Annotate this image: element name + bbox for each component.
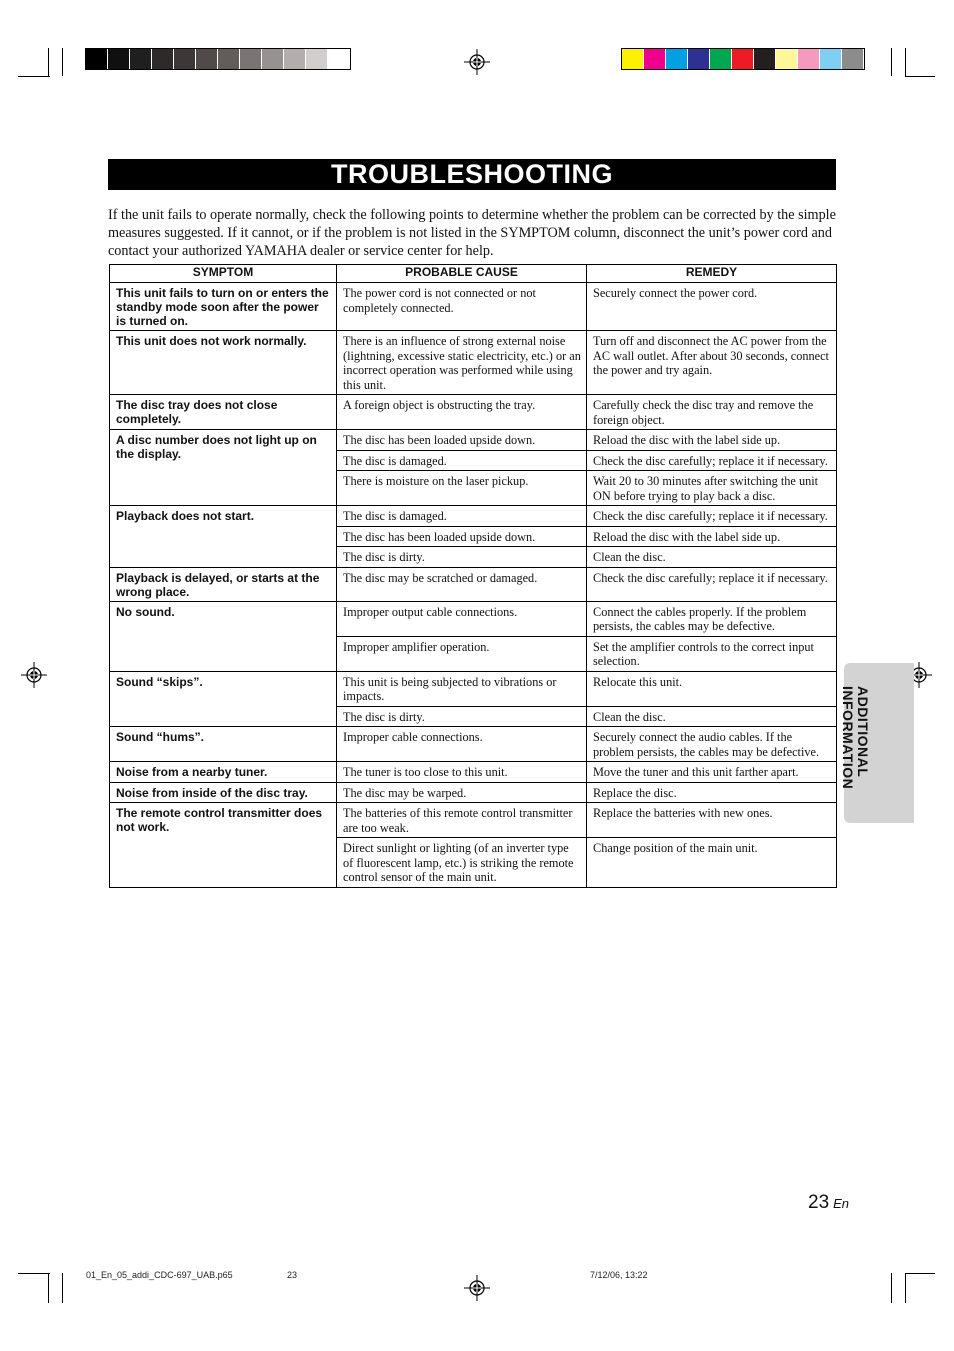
remedy-cell: Check the disc carefully; replace it if necessary.	[587, 506, 837, 527]
symptom-cell: No sound.	[110, 601, 337, 671]
probable-cause-cell: The disc has been loaded upside down.	[337, 526, 587, 547]
remedy-cell: Carefully check the disc tray and remove the foreign object.	[587, 395, 837, 430]
crop-mark	[48, 48, 49, 76]
crop-mark	[905, 48, 906, 76]
symptom-cell: Playback does not start.	[110, 506, 337, 568]
color-swatch	[776, 49, 798, 69]
remedy-cell: Clean the disc.	[587, 706, 837, 727]
probable-cause-cell: Improper output cable connections.	[337, 601, 587, 636]
probable-cause-cell: There is moisture on the laser pickup.	[337, 471, 587, 506]
table-row	[110, 601, 837, 636]
probable-cause-cell: A foreign object is obstructing the tray.	[337, 395, 587, 430]
troubleshooting-table	[109, 264, 837, 888]
symptom-cell: Playback is delayed, or starts at the wrong place.	[110, 567, 337, 601]
color-swatch	[666, 49, 688, 69]
crop-mark	[905, 1273, 935, 1274]
color-swatch	[152, 49, 174, 69]
table-row	[110, 762, 837, 783]
color-swatch	[284, 49, 306, 69]
probable-cause-cell: The disc is dirty.	[337, 547, 587, 568]
crop-mark	[18, 1273, 50, 1274]
table-row	[110, 727, 837, 762]
symptom-cell: The disc tray does not close completely.	[110, 395, 337, 430]
remedy-cell: Reload the disc with the label side up.	[587, 430, 837, 451]
probable-cause-cell: Direct sunlight or lighting (of an inverter type of fluorescent lamp, etc.) is striking the remote control sensor of the main unit.	[337, 838, 587, 888]
header-probable-cause: PROBABLE CAUSE	[337, 265, 587, 283]
color-swatch	[820, 49, 842, 69]
symptom-cell: Sound “skips”.	[110, 671, 337, 727]
symptom-cell: Noise from a nearby tuner.	[110, 762, 337, 783]
probable-cause-cell: The disc may be scratched or damaged.	[337, 567, 587, 601]
color-swatch	[86, 49, 108, 69]
footer-date: 7/12/06, 13:22	[590, 1270, 648, 1280]
footer-page: 23	[287, 1270, 298, 1280]
color-swatch	[688, 49, 710, 69]
remedy-cell: Check the disc carefully; replace it if necessary.	[587, 567, 837, 601]
color-swatch	[108, 49, 130, 69]
page-language-suffix: En	[833, 1196, 850, 1211]
color-swatch	[240, 49, 262, 69]
page-number	[808, 1192, 849, 1214]
probable-cause-cell: The batteries of this remote control transmitter are too weak.	[337, 803, 587, 838]
color-swatch	[644, 49, 666, 69]
remedy-cell: Move the tuner and this unit farther apart.	[587, 762, 837, 783]
registration-mark-icon	[464, 1275, 490, 1301]
table-row	[110, 506, 837, 527]
table-row	[110, 331, 837, 395]
color-swatch	[328, 49, 350, 69]
table-header-row	[110, 265, 837, 283]
remedy-cell: Reload the disc with the label side up.	[587, 526, 837, 547]
color-swatch	[262, 49, 284, 69]
remedy-cell: Set the amplifier controls to the correct input selection.	[587, 636, 837, 671]
remedy-cell: Replace the batteries with new ones.	[587, 803, 837, 838]
crop-mark	[62, 1273, 63, 1303]
remedy-cell: Replace the disc.	[587, 782, 837, 803]
header-remedy: REMEDY	[587, 265, 837, 283]
crop-mark	[905, 1273, 906, 1303]
symptom-cell: Sound “hums”.	[110, 727, 337, 762]
registration-mark-icon	[464, 49, 490, 75]
crop-mark	[905, 76, 935, 77]
symptom-cell: This unit does not work normally.	[110, 331, 337, 395]
remedy-cell: Clean the disc.	[587, 547, 837, 568]
page-title: TROUBLESHOOTING	[108, 159, 836, 190]
table-row	[110, 782, 837, 803]
remedy-cell: Relocate this unit.	[587, 671, 837, 706]
page-number-value: 23	[808, 1192, 830, 1213]
remedy-cell: Securely connect the power cord.	[587, 283, 837, 331]
color-swatch	[842, 49, 864, 69]
table-row	[110, 395, 837, 430]
probable-cause-cell: There is an influence of strong external noise (lightning, excessive static electricity, etc.) or an incorrect operation was performed while using this unit.	[337, 331, 587, 395]
side-tab-label	[830, 686, 870, 836]
probable-cause-cell: Improper amplifier operation.	[337, 636, 587, 671]
symptom-cell: A disc number does not light up on the display.	[110, 430, 337, 506]
remedy-cell: Connect the cables properly. If the problem persists, the cables may be defective.	[587, 601, 837, 636]
color-swatch	[732, 49, 754, 69]
probable-cause-cell: The disc has been loaded upside down.	[337, 430, 587, 451]
grayscale-color-bar	[85, 48, 351, 70]
table-row	[110, 671, 837, 706]
color-swatch	[710, 49, 732, 69]
table-row	[110, 803, 837, 838]
color-swatch	[130, 49, 152, 69]
footer-filename: 01_En_05_addi_CDC-697_UAB.p65	[86, 1270, 233, 1280]
color-swatch	[196, 49, 218, 69]
registration-mark-icon	[21, 662, 47, 688]
color-swatch	[798, 49, 820, 69]
intro-paragraph: If the unit fails to operate normally, check the following points to determine whether the problem can be corrected by the simple measures suggested. If it cannot, or if the problem is not listed in the SYMPTOM column, disconnect the unit’s power cord and contact your authorized YAMAHA dealer or service center for help.	[108, 207, 836, 259]
crop-mark	[891, 1273, 892, 1303]
crop-mark	[62, 48, 63, 76]
table-row	[110, 283, 837, 331]
color-swatch	[622, 49, 644, 69]
color-swatch	[754, 49, 776, 69]
probable-cause-cell: The tuner is too close to this unit.	[337, 762, 587, 783]
color-swatch	[174, 49, 196, 69]
probable-cause-cell: The power cord is not connected or not completely connected.	[337, 283, 587, 331]
probable-cause-cell: Improper cable connections.	[337, 727, 587, 762]
color-swatch	[218, 49, 240, 69]
remedy-cell: Check the disc carefully; replace it if necessary.	[587, 450, 837, 471]
remedy-cell: Change position of the main unit.	[587, 838, 837, 888]
crop-mark	[48, 1273, 49, 1303]
probable-cause-cell: The disc may be warped.	[337, 782, 587, 803]
remedy-cell: Securely connect the audio cables. If the problem persists, the cables may be defective.	[587, 727, 837, 762]
probable-cause-cell: This unit is being subjected to vibrations or impacts.	[337, 671, 587, 706]
symptom-cell: The remote control transmitter does not work.	[110, 803, 337, 888]
remedy-cell: Wait 20 to 30 minutes after switching the unit ON before trying to play back a disc.	[587, 471, 837, 506]
table-row	[110, 567, 837, 601]
header-symptom: SYMPTOM	[110, 265, 337, 283]
probable-cause-cell: The disc is dirty.	[337, 706, 587, 727]
color-swatch	[306, 49, 328, 69]
crop-mark	[891, 48, 892, 76]
remedy-cell: Turn off and disconnect the AC power from the AC wall outlet. After about 30 seconds, connect the power and try again.	[587, 331, 837, 395]
probable-cause-cell: The disc is damaged.	[337, 450, 587, 471]
side-tab-line1: ADDITIONAL	[855, 686, 871, 778]
crop-mark	[18, 76, 50, 77]
table-row	[110, 430, 837, 451]
cmyk-color-bar	[621, 48, 865, 70]
side-tab-line2: INFORMATION	[840, 686, 856, 790]
symptom-cell: Noise from inside of the disc tray.	[110, 782, 337, 803]
symptom-cell: This unit fails to turn on or enters the standby mode soon after the power is turned on.	[110, 283, 337, 331]
probable-cause-cell: The disc is damaged.	[337, 506, 587, 527]
